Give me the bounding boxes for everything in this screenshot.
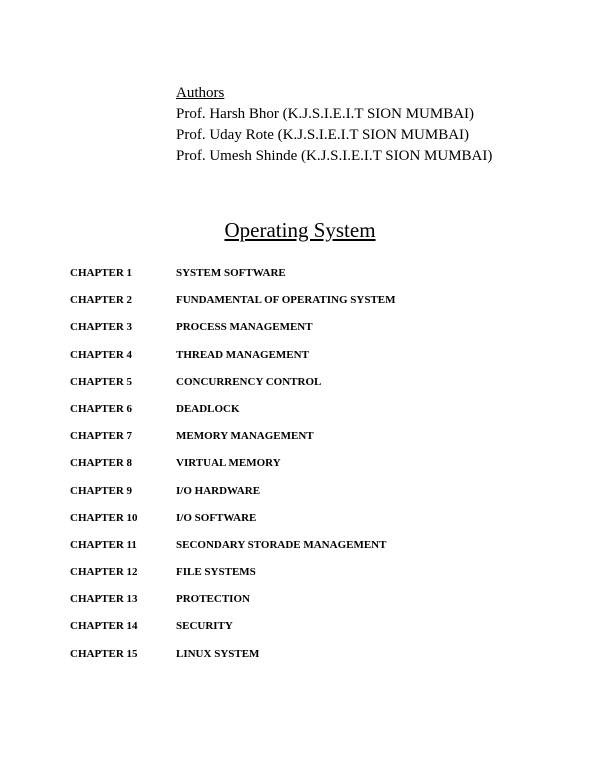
chapter-title: PROCESS MANAGEMENT — [176, 321, 313, 334]
chapter-number: CHAPTER 5 — [70, 375, 133, 388]
chapter-title: THREAD MANAGEMENT — [176, 348, 309, 361]
chapter-title: FUNDAMENTAL OF OPERATING SYSTEM — [176, 294, 396, 307]
authors-heading: Authors — [176, 85, 225, 101]
chapter-title: PROTECTION — [176, 593, 250, 606]
chapter-number: CHAPTER 10 — [70, 511, 138, 524]
chapter-number: CHAPTER 6 — [70, 402, 133, 415]
chapter-title: LINUX SYSTEM — [176, 647, 260, 660]
chapter-title: MEMORY MANAGEMENT — [176, 430, 314, 443]
chapter-number: CHAPTER 1 — [70, 267, 133, 279]
author-line: Prof. Umesh Shinde (K.J.S.I.E.I.T SION MUMBAI) — [176, 148, 493, 164]
chapter-title: DEADLOCK — [176, 402, 240, 415]
authors-block — [176, 83, 492, 167]
chapter-number: CHAPTER 4 — [70, 348, 133, 361]
chapter-title: SYSTEM SOFTWARE — [176, 267, 286, 279]
document-title: Operating System — [224, 218, 376, 242]
chapter-title: VIRTUAL MEMORY — [176, 457, 281, 470]
chapter-number: CHAPTER 11 — [70, 538, 137, 551]
chapter-number: CHAPTER 13 — [70, 593, 138, 606]
chapter-title: SECURITY — [176, 620, 233, 633]
chapter-number: CHAPTER 3 — [70, 321, 133, 334]
author-line: Prof. Harsh Bhor (K.J.S.I.E.I.T SION MUMBAI) — [176, 106, 475, 122]
chapter-number: CHAPTER 8 — [70, 457, 133, 470]
chapter-number: CHAPTER 2 — [70, 294, 133, 307]
chapter-number: CHAPTER 9 — [70, 484, 133, 497]
chapter-title: CONCURRENCY CONTROL — [176, 375, 322, 388]
chapter-title: FILE SYSTEMS — [176, 566, 256, 579]
chapter-number: CHAPTER 15 — [70, 647, 138, 660]
chapter-number: CHAPTER 14 — [70, 620, 138, 633]
chapter-title: SECONDARY STORADE MANAGEMENT — [176, 538, 387, 551]
chapter-title: I/O HARDWARE — [176, 484, 261, 497]
chapter-number: CHAPTER 12 — [70, 566, 138, 579]
chapter-title: I/O SOFTWARE — [176, 511, 257, 524]
chapter-number: CHAPTER 7 — [70, 430, 133, 443]
author-line: Prof. Uday Rote (K.J.S.I.E.I.T SION MUMBAI) — [176, 127, 470, 143]
